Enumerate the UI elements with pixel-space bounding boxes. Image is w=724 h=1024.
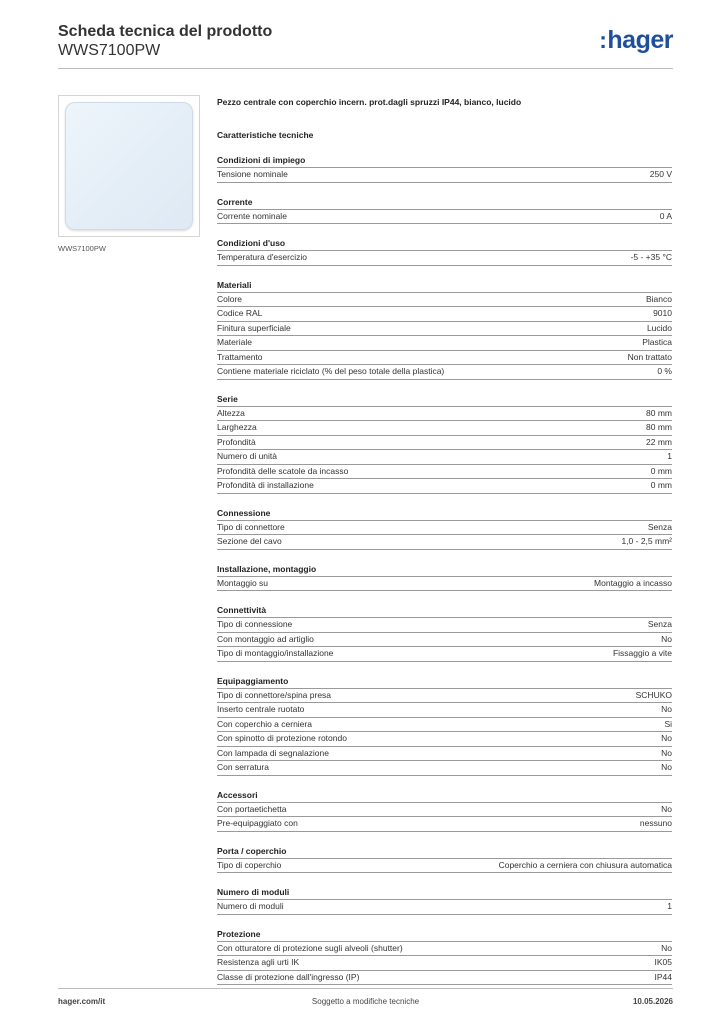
spec-label: Con otturatore di protezione sugli alveoli (shutter): [217, 942, 403, 953]
section-title: Connessione: [217, 508, 672, 521]
spec-row: [217, 956, 672, 971]
spec-value: Plastica: [642, 337, 672, 347]
hager-logo: [599, 26, 673, 55]
product-code: WWS7100PW: [58, 42, 161, 59]
spec-value: No: [661, 733, 672, 743]
spec-label: Codice RAL: [217, 308, 263, 318]
section-title: Accessori: [217, 790, 672, 803]
spec-row: [217, 293, 672, 308]
spec-row: [217, 647, 672, 662]
footer-divider: [58, 988, 673, 989]
spec-label: Tensione nominale: [217, 169, 288, 179]
spec-label: Con montaggio ad artiglio: [217, 633, 314, 644]
section-title: Condizioni di impiego: [217, 155, 672, 168]
spec-value: 0 mm: [650, 465, 672, 476]
spec-label: Con serratura: [217, 762, 269, 772]
spec-label: Resistenza agli urti IK: [217, 957, 300, 967]
spec-value: 250 V: [649, 169, 672, 179]
spec-value: Lucido: [646, 322, 672, 333]
spec-section: [217, 887, 672, 915]
logo-colon: :: [599, 27, 607, 53]
spec-row: [217, 421, 672, 436]
spec-value: 80 mm: [646, 422, 672, 432]
page-title: Scheda tecnica del prodotto: [58, 23, 273, 40]
spec-value: Non trattato: [627, 351, 672, 362]
spec-row: [217, 577, 672, 592]
spec-value: IK05: [654, 957, 672, 967]
spec-value: Montaggio a incasso: [594, 577, 672, 588]
spec-value: No: [661, 942, 672, 953]
spec-value: -5 - +35 °C: [630, 252, 672, 262]
spec-value: SCHUKO: [635, 689, 672, 700]
spec-row: [217, 251, 672, 266]
spec-row: [217, 535, 672, 550]
section-title: Materiali: [217, 280, 672, 293]
spec-row: [217, 168, 672, 183]
spec-value: 0 A: [659, 210, 672, 221]
spec-row: [217, 450, 672, 465]
spec-row: [217, 407, 672, 422]
spec-label: Con coperchio a cerniera: [217, 718, 312, 729]
spec-row: [217, 365, 672, 380]
spec-value: 1: [667, 901, 672, 911]
spec-section: [217, 564, 672, 592]
footer-note: Soggetto a modifiche tecniche: [311, 997, 420, 1006]
spec-label: Con portaetichetta: [217, 803, 287, 814]
spec-value: 1,0 - 2,5 mm²: [621, 536, 672, 546]
spec-label: Pre-equipaggiato con: [217, 818, 298, 828]
spec-row: [217, 761, 672, 776]
spec-value: Fissaggio a vite: [612, 648, 672, 658]
spec-label: Temperatura d'esercizio: [217, 252, 307, 262]
spec-row: [217, 803, 672, 818]
section-title: Porta / coperchio: [217, 846, 672, 859]
spec-row: [217, 322, 672, 337]
spec-row: [217, 747, 672, 762]
spec-value: IP44: [654, 971, 672, 982]
spec-value: Senza: [647, 619, 672, 629]
spec-row: [217, 718, 672, 733]
footer-website[interactable]: hager.com/it: [58, 997, 106, 1006]
footer-date: 10.05.2026: [632, 997, 673, 1006]
spec-value: Senza: [647, 521, 672, 532]
spec-label: Finitura superficiale: [217, 322, 291, 333]
spec-label: Tipo di connettore/spina presa: [217, 689, 332, 700]
spec-label: Contiene materiale riciclato (% del peso totale della plastica): [217, 366, 445, 376]
spec-row: [217, 900, 672, 915]
spec-label: Classe di protezione dall'ingresso (IP): [217, 971, 360, 982]
spec-label: Tipo di connessione: [217, 619, 293, 629]
spec-value: No: [661, 633, 672, 644]
spec-label: Numero di moduli: [217, 901, 284, 911]
section-title: Numero di moduli: [217, 887, 672, 900]
spec-row: [217, 859, 672, 874]
spec-label: Profondità delle scatole da incasso: [217, 465, 349, 476]
spec-label: Tipo di montaggio/installazione: [217, 648, 334, 658]
spec-section: [217, 155, 672, 183]
spec-label: Profondità: [217, 436, 256, 447]
spec-label: Con lampada di segnalazione: [217, 747, 329, 758]
spec-label: Profondità di installazione: [217, 480, 314, 490]
spec-section: [217, 197, 672, 225]
spec-section: [217, 280, 672, 380]
spec-row: [217, 479, 672, 494]
spec-value: No: [661, 762, 672, 772]
spec-row: [217, 689, 672, 704]
spec-value: 80 mm: [646, 407, 672, 418]
spec-value: No: [661, 747, 672, 758]
product-plate-illustration: [65, 102, 193, 230]
spec-row: [217, 307, 672, 322]
spec-label: Larghezza: [217, 422, 257, 432]
spec-label: Trattamento: [217, 351, 263, 362]
spec-value: 0 %: [657, 366, 672, 376]
section-title: Serie: [217, 394, 672, 407]
spec-label: Tipo di coperchio: [217, 859, 282, 870]
spec-row: [217, 633, 672, 648]
spec-label: Sezione del cavo: [217, 536, 282, 546]
section-title: Installazione, montaggio: [217, 564, 672, 577]
spec-value: No: [661, 803, 672, 814]
spec-section: [217, 929, 672, 986]
spec-label: Con spinotto di protezione rotondo: [217, 733, 347, 743]
spec-label: Tipo di connettore: [217, 521, 285, 532]
spec-label: Colore: [217, 293, 243, 304]
spec-row: [217, 351, 672, 366]
section-title: Corrente: [217, 197, 672, 210]
section-title: Equipaggiamento: [217, 676, 672, 689]
spec-section: [217, 790, 672, 832]
spec-section: [217, 238, 672, 266]
product-image: [58, 95, 200, 237]
logo-text: hager: [607, 26, 673, 54]
spec-section: [217, 846, 672, 874]
characteristics-heading: Caratteristiche tecniche: [217, 130, 314, 140]
spec-row: [217, 521, 672, 536]
spec-value: 22 mm: [646, 436, 672, 447]
spec-label: Materiale: [217, 337, 252, 347]
spec-row: [217, 817, 672, 832]
spec-value: 9010: [653, 308, 672, 318]
spec-section: [217, 508, 672, 550]
spec-value: nessuno: [639, 818, 672, 828]
spec-label: Inserto centrale ruotato: [217, 704, 305, 714]
spec-value: 1: [667, 451, 672, 461]
image-caption: WWS7100PW: [58, 244, 106, 253]
spec-value: Si: [664, 718, 672, 729]
spec-row: [217, 436, 672, 451]
spec-section: [217, 394, 672, 494]
spec-label: Numero di unità: [217, 451, 278, 461]
spec-value: Coperchio a cerniera con chiusura automatica: [498, 859, 672, 870]
spec-value: 0 mm: [650, 480, 672, 490]
spec-label: Altezza: [217, 407, 245, 418]
spec-row: [217, 942, 672, 957]
header-divider: [58, 68, 673, 69]
spec-content: [217, 96, 672, 985]
spec-row: [217, 465, 672, 480]
section-title: Connettività: [217, 605, 672, 618]
spec-section: [217, 676, 672, 776]
spec-sections: [217, 155, 672, 985]
product-description: Pezzo centrale con coperchio incern. prot.dagli spruzzi IP44, bianco, lucido: [217, 97, 522, 107]
spec-label: Montaggio su: [217, 577, 269, 588]
spec-row: [217, 971, 672, 986]
section-title: Protezione: [217, 929, 672, 942]
page-header: [58, 22, 673, 60]
section-title: Condizioni d'uso: [217, 238, 672, 251]
spec-row: [217, 703, 672, 718]
spec-value: Bianco: [646, 293, 672, 304]
spec-row: [217, 210, 672, 225]
spec-section: [217, 605, 672, 662]
spec-row: [217, 618, 672, 633]
spec-row: [217, 336, 672, 351]
spec-label: Corrente nominale: [217, 210, 287, 221]
spec-row: [217, 732, 672, 747]
spec-value: No: [661, 704, 672, 714]
